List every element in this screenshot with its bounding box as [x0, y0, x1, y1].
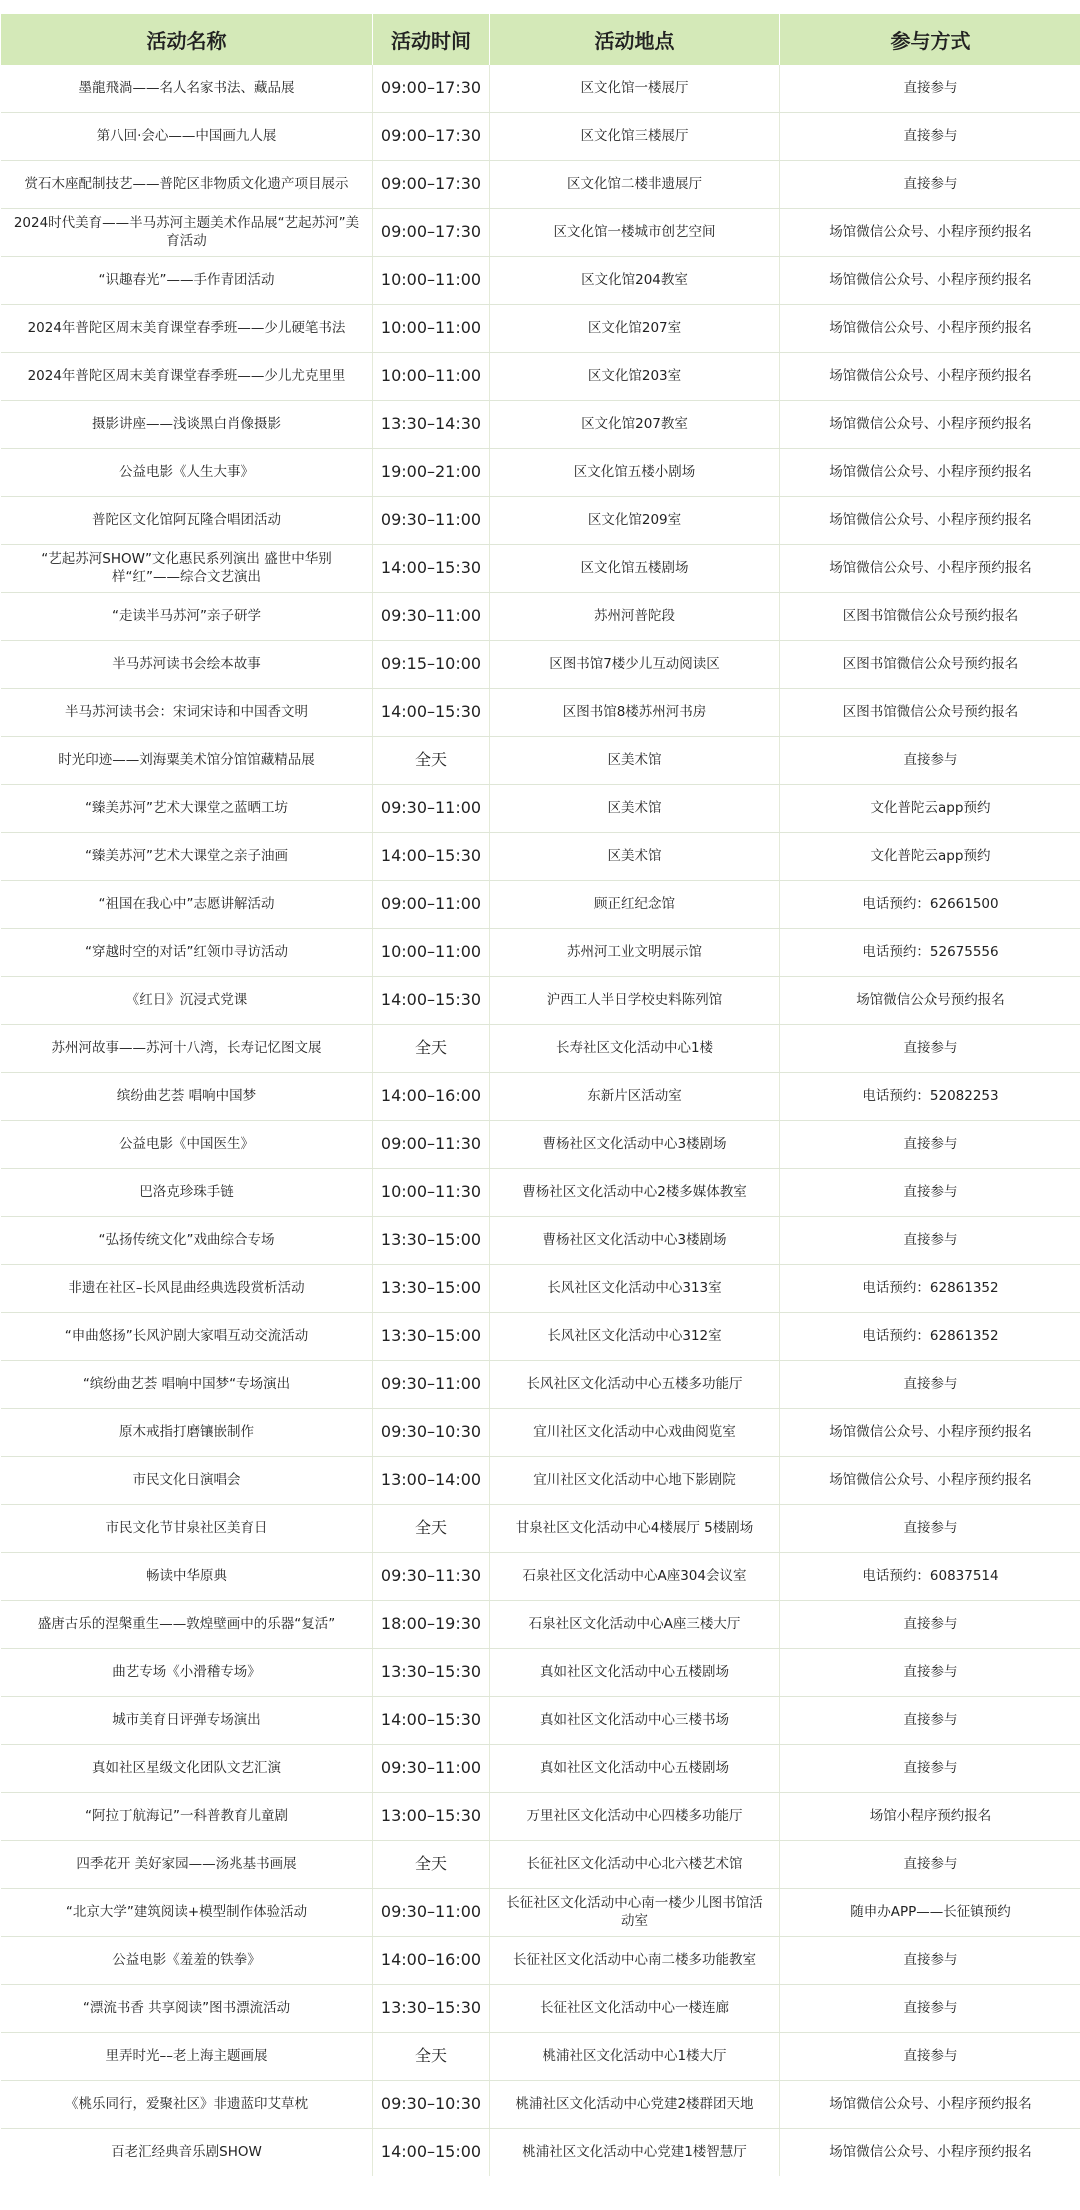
activity-time-cell: 13:00–15:30 [373, 1793, 490, 1841]
activity-location-cell: 长风社区文化活动中心五楼多功能厅 [490, 1361, 780, 1409]
table-row [1, 1217, 1080, 1265]
activity-location-cell: 沪西工人半日学校史料陈列馆 [490, 977, 780, 1025]
activity-time-cell: 14:00–15:30 [373, 833, 490, 881]
activity-time-cell: 全天 [373, 737, 490, 785]
header-activity-location: 活动地点 [490, 14, 780, 65]
activity-name-cell: 公益电影《人生大事》 [1, 449, 373, 497]
activity-time-cell: 13:30–14:30 [373, 401, 490, 449]
activity-time-cell: 14:00–15:30 [373, 977, 490, 1025]
activity-location-cell: 区文化馆五楼小剧场 [490, 449, 780, 497]
activity-location-cell: 长征社区文化活动中心北六楼艺术馆 [490, 1841, 780, 1889]
participation-method-cell: 直接参与 [780, 1841, 1080, 1889]
activity-name-cell: “识趣春光”——手作青团活动 [1, 257, 373, 305]
participation-method-cell: 场馆微信公众号预约报名 [780, 977, 1080, 1025]
activity-name-cell: 盛唐古乐的涅槃重生——敦煌壁画中的乐器“复活” [1, 1601, 373, 1649]
activity-name-cell: “臻美苏河”艺术大课堂之蓝晒工坊 [1, 785, 373, 833]
activity-location-cell: 区文化馆207教室 [490, 401, 780, 449]
activity-location-cell: 区图书馆7楼少儿互动阅读区 [490, 641, 780, 689]
participation-method-cell: 场馆微信公众号、小程序预约报名 [780, 2081, 1080, 2129]
table-row [1, 65, 1080, 113]
table-row [1, 1025, 1080, 1073]
activity-location-cell: 苏州河工业文明展示馆 [490, 929, 780, 977]
activity-location-cell: 顾正红纪念馆 [490, 881, 780, 929]
table-row [1, 497, 1080, 545]
activity-time-cell: 13:00–14:00 [373, 1457, 490, 1505]
table-row [1, 113, 1080, 161]
activity-time-cell: 09:30–10:30 [373, 1409, 490, 1457]
activity-name-cell: “阿拉丁航海记”一科普教育儿童剧 [1, 1793, 373, 1841]
activity-time-cell: 19:00–21:00 [373, 449, 490, 497]
table-row [1, 1793, 1080, 1841]
activity-name-cell: 墨龍飛渦——名人名家书法、藏品展 [1, 65, 373, 113]
participation-method-cell: 场馆微信公众号、小程序预约报名 [780, 1409, 1080, 1457]
activity-time-cell: 全天 [373, 1505, 490, 1553]
activity-name-cell: “穿越时空的对话”红领巾寻访活动 [1, 929, 373, 977]
activity-time-cell: 09:00–17:30 [373, 113, 490, 161]
activity-time-cell: 13:30–15:30 [373, 1985, 490, 2033]
table-row [1, 1073, 1080, 1121]
activity-name-cell: “弘扬传统文化”戏曲综合专场 [1, 1217, 373, 1265]
activity-time-cell: 10:00–11:00 [373, 257, 490, 305]
participation-method-cell: 直接参与 [780, 1169, 1080, 1217]
activity-name-cell: 畅读中华原典 [1, 1553, 373, 1601]
table-row [1, 1601, 1080, 1649]
participation-method-cell: 直接参与 [780, 113, 1080, 161]
activity-time-cell: 13:30–15:00 [373, 1217, 490, 1265]
participation-method-cell: 电话预约：52082253 [780, 1073, 1080, 1121]
participation-method-cell: 电话预约：62661500 [780, 881, 1080, 929]
activity-time-cell: 13:30–15:30 [373, 1649, 490, 1697]
table-row [1, 1553, 1080, 1601]
activity-time-cell: 10:00–11:00 [373, 353, 490, 401]
participation-method-cell: 直接参与 [780, 1505, 1080, 1553]
table-row [1, 2033, 1080, 2081]
activity-time-cell: 14:00–15:30 [373, 545, 490, 593]
activity-location-cell: 真如社区文化活动中心三楼书场 [490, 1697, 780, 1745]
participation-method-cell: 直接参与 [780, 737, 1080, 785]
activity-location-cell: 区文化馆二楼非遗展厅 [490, 161, 780, 209]
activity-location-cell: 区文化馆一楼展厅 [490, 65, 780, 113]
table-row [1, 593, 1080, 641]
activity-location-cell: 苏州河普陀段 [490, 593, 780, 641]
table-row [1, 401, 1080, 449]
activity-time-cell: 09:00–17:30 [373, 161, 490, 209]
activity-location-cell: 宜川社区文化活动中心戏曲阅览室 [490, 1409, 780, 1457]
table-row [1, 1649, 1080, 1697]
table-head [1, 14, 1080, 65]
activity-location-cell: 区美术馆 [490, 737, 780, 785]
table-row [1, 833, 1080, 881]
participation-method-cell: 直接参与 [780, 1601, 1080, 1649]
participation-method-cell: 直接参与 [780, 65, 1080, 113]
activity-name-cell: 巴洛克珍珠手链 [1, 1169, 373, 1217]
activity-name-cell: 赏石木座配制技艺——普陀区非物质文化遗产项目展示 [1, 161, 373, 209]
activity-time-cell: 13:30–15:00 [373, 1313, 490, 1361]
table-row [1, 209, 1080, 257]
activity-time-cell: 13:30–15:00 [373, 1265, 490, 1313]
table-row [1, 929, 1080, 977]
activity-name-cell: “艺起苏河SHOW”文化惠民系列演出 盛世中华别样“红”——综合文艺演出 [1, 545, 373, 593]
participation-method-cell: 场馆微信公众号、小程序预约报名 [780, 401, 1080, 449]
activity-name-cell: 城市美育日评弹专场演出 [1, 1697, 373, 1745]
table-row [1, 1889, 1080, 1937]
table-row [1, 1409, 1080, 1457]
activity-location-cell: 区文化馆203室 [490, 353, 780, 401]
participation-method-cell: 场馆微信公众号、小程序预约报名 [780, 353, 1080, 401]
activity-location-cell: 桃浦社区文化活动中心1楼大厅 [490, 2033, 780, 2081]
participation-method-cell: 场馆微信公众号、小程序预约报名 [780, 497, 1080, 545]
activity-name-cell: 四季花开 美好家园——汤兆基书画展 [1, 1841, 373, 1889]
table-row [1, 2129, 1080, 2177]
activity-name-cell: 半马苏河读书会绘本故事 [1, 641, 373, 689]
table-row [1, 977, 1080, 1025]
participation-method-cell: 直接参与 [780, 2033, 1080, 2081]
activity-name-cell: “缤纷曲艺荟 唱响中国梦“专场演出 [1, 1361, 373, 1409]
participation-method-cell: 直接参与 [780, 1217, 1080, 1265]
activity-time-cell: 14:00–16:00 [373, 1073, 490, 1121]
activity-location-cell: 区文化馆204教室 [490, 257, 780, 305]
activity-time-cell: 09:15–10:00 [373, 641, 490, 689]
activity-name-cell: “漂流书香 共享阅读”图书漂流活动 [1, 1985, 373, 2033]
activity-time-cell: 09:30–11:00 [373, 785, 490, 833]
table-row [1, 1985, 1080, 2033]
participation-method-cell: 文化普陀云app预约 [780, 785, 1080, 833]
participation-method-cell: 场馆微信公众号、小程序预约报名 [780, 1457, 1080, 1505]
activity-time-cell: 14:00–16:00 [373, 1937, 490, 1985]
participation-method-cell: 直接参与 [780, 1361, 1080, 1409]
activity-time-cell: 14:00–15:30 [373, 1697, 490, 1745]
activity-name-cell: 苏州河故事——苏河十八湾，长寿记忆图文展 [1, 1025, 373, 1073]
participation-method-cell: 电话预约：62861352 [780, 1313, 1080, 1361]
activity-time-cell: 全天 [373, 1025, 490, 1073]
activity-name-cell: 真如社区星级文化团队文艺汇演 [1, 1745, 373, 1793]
activity-name-cell: 里弄时光––老上海主题画展 [1, 2033, 373, 2081]
table-row [1, 641, 1080, 689]
table-row [1, 1265, 1080, 1313]
activity-name-cell: 原木戒指打磨镶嵌制作 [1, 1409, 373, 1457]
header-activity-time: 活动时间 [373, 14, 490, 65]
table-row [1, 1169, 1080, 1217]
participation-method-cell: 场馆微信公众号、小程序预约报名 [780, 545, 1080, 593]
activity-time-cell: 全天 [373, 2033, 490, 2081]
table-row [1, 689, 1080, 737]
activity-time-cell: 09:30–11:00 [373, 1745, 490, 1793]
table-row [1, 1457, 1080, 1505]
activity-location-cell: 区文化馆五楼剧场 [490, 545, 780, 593]
participation-method-cell: 电话预约：52675556 [780, 929, 1080, 977]
activity-location-cell: 曹杨社区文化活动中心3楼剧场 [490, 1217, 780, 1265]
activity-time-cell: 18:00–19:30 [373, 1601, 490, 1649]
events-table [1, 14, 1080, 2176]
activity-location-cell: 宜川社区文化活动中心地下影剧院 [490, 1457, 780, 1505]
activity-time-cell: 10:00–11:00 [373, 305, 490, 353]
table-row [1, 881, 1080, 929]
activity-name-cell: 2024时代美育——半马苏河主题美术作品展“艺起苏河”美育活动 [1, 209, 373, 257]
activity-location-cell: 真如社区文化活动中心五楼剧场 [490, 1649, 780, 1697]
participation-method-cell: 场馆微信公众号、小程序预约报名 [780, 449, 1080, 497]
activity-location-cell: 曹杨社区文化活动中心2楼多媒体教室 [490, 1169, 780, 1217]
participation-method-cell: 直接参与 [780, 1937, 1080, 1985]
activity-location-cell: 长征社区文化活动中心一楼连廊 [490, 1985, 780, 2033]
activity-time-cell: 14:00–15:00 [373, 2129, 490, 2177]
participation-method-cell: 电话预约：62861352 [780, 1265, 1080, 1313]
activity-location-cell: 石泉社区文化活动中心A座304会议室 [490, 1553, 780, 1601]
activity-location-cell: 区美术馆 [490, 785, 780, 833]
activity-name-cell: “申曲悠扬”长风沪剧大家唱互动交流活动 [1, 1313, 373, 1361]
activity-time-cell: 09:30–11:00 [373, 1361, 490, 1409]
participation-method-cell: 区图书馆微信公众号预约报名 [780, 689, 1080, 737]
activity-name-cell: 缤纷曲艺荟 唱响中国梦 [1, 1073, 373, 1121]
activity-name-cell: 《红日》沉浸式党课 [1, 977, 373, 1025]
activity-name-cell: 百老汇经典音乐剧SHOW [1, 2129, 373, 2177]
activity-name-cell: “臻美苏河”艺术大课堂之亲子油画 [1, 833, 373, 881]
participation-method-cell: 场馆微信公众号、小程序预约报名 [780, 257, 1080, 305]
table-row [1, 1697, 1080, 1745]
table-row [1, 1841, 1080, 1889]
table-row [1, 2081, 1080, 2129]
activity-name-cell: 公益电影《中国医生》 [1, 1121, 373, 1169]
activity-name-cell: “走读半马苏河”亲子研学 [1, 593, 373, 641]
participation-method-cell: 直接参与 [780, 1121, 1080, 1169]
activity-location-cell: 东新片区活动室 [490, 1073, 780, 1121]
table-row [1, 545, 1080, 593]
table-row [1, 1745, 1080, 1793]
activity-time-cell: 09:00–11:00 [373, 881, 490, 929]
participation-method-cell: 直接参与 [780, 1649, 1080, 1697]
activity-name-cell: 市民文化日演唱会 [1, 1457, 373, 1505]
activity-location-cell: 桃浦社区文化活动中心党建2楼群团天地 [490, 2081, 780, 2129]
activity-location-cell: 长寿社区文化活动中心1楼 [490, 1025, 780, 1073]
activity-time-cell: 09:00–17:30 [373, 209, 490, 257]
activity-name-cell: 摄影讲座——浅谈黑白肖像摄影 [1, 401, 373, 449]
table-row [1, 257, 1080, 305]
header-participation-method: 参与方式 [780, 14, 1080, 65]
activity-name-cell: 《桃乐同行，爱聚社区》非遗蓝印艾草枕 [1, 2081, 373, 2129]
table-row [1, 785, 1080, 833]
activity-location-cell: 长风社区文化活动中心313室 [490, 1265, 780, 1313]
table-row [1, 1121, 1080, 1169]
activity-location-cell: 真如社区文化活动中心五楼剧场 [490, 1745, 780, 1793]
activity-location-cell: 万里社区文化活动中心四楼多功能厅 [490, 1793, 780, 1841]
activity-location-cell: 区文化馆209室 [490, 497, 780, 545]
participation-method-cell: 直接参与 [780, 1697, 1080, 1745]
activity-name-cell: 第八回·会心——中国画九人展 [1, 113, 373, 161]
participation-method-cell: 电话预约：60837514 [780, 1553, 1080, 1601]
activity-name-cell: 非遗在社区–长风昆曲经典选段赏析活动 [1, 1265, 373, 1313]
table-row [1, 1361, 1080, 1409]
activity-time-cell: 09:30–10:30 [373, 2081, 490, 2129]
participation-method-cell: 场馆小程序预约报名 [780, 1793, 1080, 1841]
activity-location-cell: 石泉社区文化活动中心A座三楼大厅 [490, 1601, 780, 1649]
activity-name-cell: 公益电影《羞羞的铁拳》 [1, 1937, 373, 1985]
activity-time-cell: 09:30–11:30 [373, 1553, 490, 1601]
table-row [1, 161, 1080, 209]
participation-method-cell: 文化普陀云app预约 [780, 833, 1080, 881]
table-row [1, 737, 1080, 785]
activity-location-cell: 区文化馆三楼展厅 [490, 113, 780, 161]
participation-method-cell: 区图书馆微信公众号预约报名 [780, 641, 1080, 689]
participation-method-cell: 场馆微信公众号、小程序预约报名 [780, 209, 1080, 257]
activity-location-cell: 长征社区文化活动中心南二楼多功能教室 [490, 1937, 780, 1985]
participation-method-cell: 直接参与 [780, 1985, 1080, 2033]
table-row [1, 1313, 1080, 1361]
activity-time-cell: 14:00–15:30 [373, 689, 490, 737]
activity-location-cell: 甘泉社区文化活动中心4楼展厅 5楼剧场 [490, 1505, 780, 1553]
header-activity-name: 活动名称 [1, 14, 373, 65]
participation-method-cell: 直接参与 [780, 1745, 1080, 1793]
table-row [1, 353, 1080, 401]
activity-name-cell: 时光印迹——刘海粟美术馆分馆馆藏精品展 [1, 737, 373, 785]
table-row [1, 1505, 1080, 1553]
activity-location-cell: 长征社区文化活动中心南一楼少儿图书馆活动室 [490, 1889, 780, 1937]
table-row [1, 1937, 1080, 1985]
activity-name-cell: 曲艺专场《小滑稽专场》 [1, 1649, 373, 1697]
activity-time-cell: 09:30–11:00 [373, 1889, 490, 1937]
activity-name-cell: “北京大学”建筑阅读+模型制作体验活动 [1, 1889, 373, 1937]
activity-time-cell: 10:00–11:00 [373, 929, 490, 977]
activity-time-cell: 09:30–11:00 [373, 593, 490, 641]
activity-location-cell: 区文化馆一楼城市创艺空间 [490, 209, 780, 257]
activity-name-cell: 市民文化节甘泉社区美育日 [1, 1505, 373, 1553]
participation-method-cell: 直接参与 [780, 1025, 1080, 1073]
activity-time-cell: 09:30–11:00 [373, 497, 490, 545]
activity-location-cell: 桃浦社区文化活动中心党建1楼智慧厅 [490, 2129, 780, 2177]
participation-method-cell: 场馆微信公众号、小程序预约报名 [829, 2143, 1032, 2160]
activity-name-cell: 2024年普陀区周末美育课堂春季班——少儿尤克里里 [1, 353, 373, 401]
activity-time-cell: 09:00–17:30 [373, 65, 490, 113]
table-body [1, 65, 1080, 2176]
activity-name-cell: 普陀区文化馆阿瓦隆合唱团活动 [1, 497, 373, 545]
activity-time-cell: 10:00–11:30 [373, 1169, 490, 1217]
header-row [1, 14, 1080, 65]
participation-method-cell: 随申办APP——长征镇预约 [780, 1889, 1080, 1937]
activity-time-cell: 全天 [373, 1841, 490, 1889]
participation-method-cell: 直接参与 [780, 161, 1080, 209]
activity-name-cell: “祖国在我心中”志愿讲解活动 [1, 881, 373, 929]
activity-time-cell: 09:00–11:30 [373, 1121, 490, 1169]
activity-location-cell: 曹杨社区文化活动中心3楼剧场 [490, 1121, 780, 1169]
activity-location-cell: 区图书馆8楼苏州河书房 [490, 689, 780, 737]
participation-method-cell: 场馆微信公众号、小程序预约报名 [780, 305, 1080, 353]
activity-name-cell: 半马苏河读书会：宋词宋诗和中国香文明 [1, 689, 373, 737]
participation-method-cell: 区图书馆微信公众号预约报名 [780, 593, 1080, 641]
activity-name-cell: 2024年普陀区周末美育课堂春季班——少儿硬笔书法 [1, 305, 373, 353]
table-row [1, 305, 1080, 353]
activity-location-cell: 区美术馆 [490, 833, 780, 881]
activity-location-cell: 区文化馆207室 [490, 305, 780, 353]
activity-location-cell: 长风社区文化活动中心312室 [490, 1313, 780, 1361]
table-row [1, 449, 1080, 497]
